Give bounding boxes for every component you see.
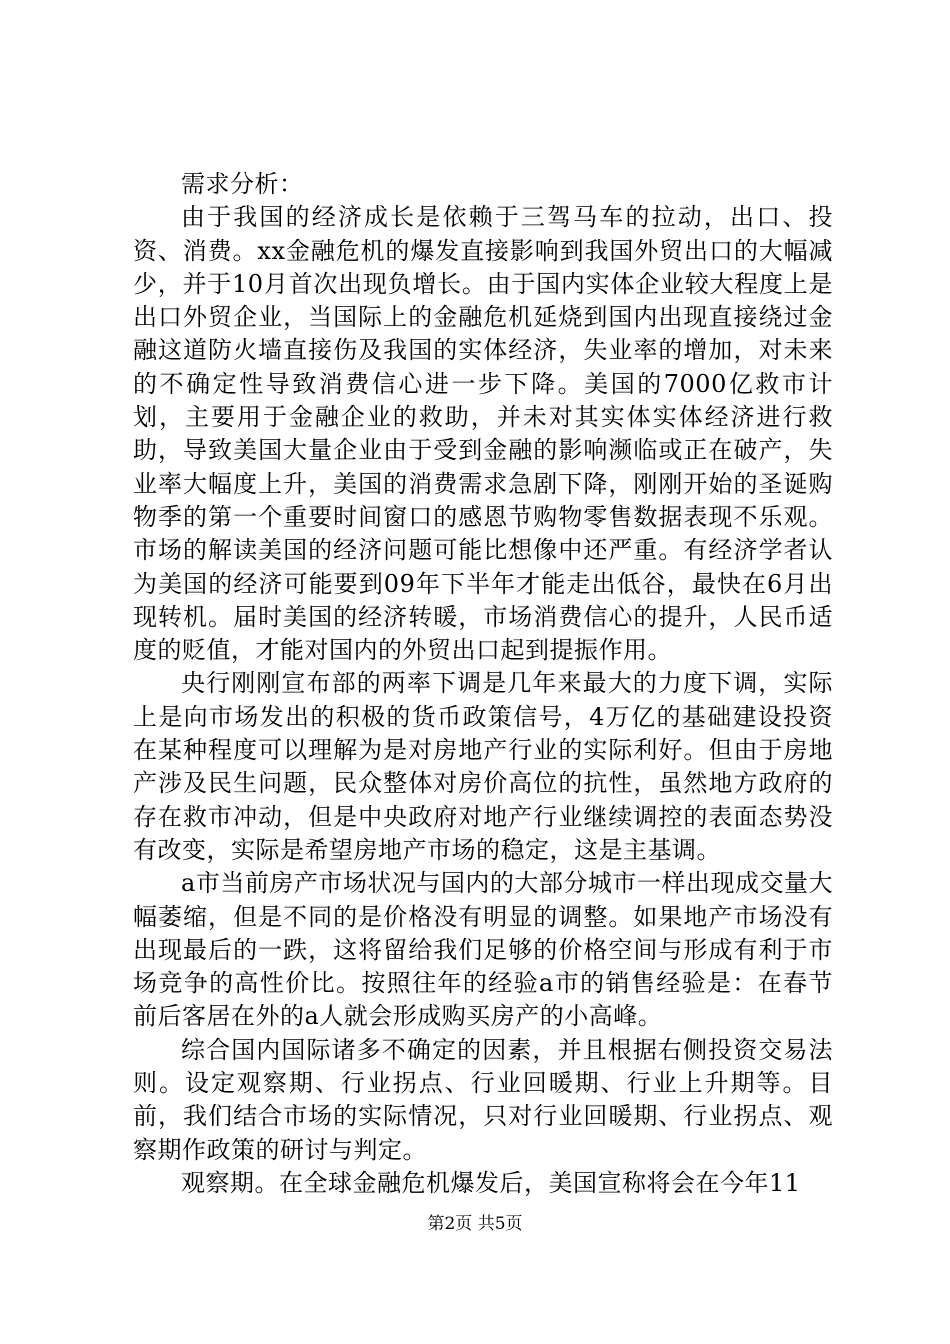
page-footer [0, 1213, 950, 1235]
paragraph-2: 央行刚刚宣布部的两率下调是几年来最大的力度下调，实际上是向市场发出的积极的货币政策信号，4万亿的基础建设投资在某种程度可以理解为是对房地产行业的实际利好。但由于房地产涉及民生问题，民众整体对房价高位的抗性，虽然地方政府的存在救市冲动，但是中央政府对地产行业继续调控的表面态势没有改变，实际是希望房地产市场的稳定，这是主基调。 [133, 669, 833, 864]
paragraph-3: a市当前房产市场状况与国内的大部分城市一样出现成交量大幅萎缩，但是不同的是价格没有明显的调整。如果地产市场没有出现最后的一跌，这将留给我们足够的价格空间与形成有利于市场竞争的高性价比。按照往年的经验a市的销售经验是：在春节前后客居在外的a人就会形成购买房产的小高峰。 [133, 869, 833, 1031]
page-indicator: 第2页 共5页 [427, 1214, 523, 1234]
section-heading: 需求分析： [181, 170, 304, 198]
paragraph-4: 综合国内国际诸多不确定的因素，并且根据右侧投资交易法则。设定观察期、行业拐点、行业回暖期、行业上升期等。目前，我们结合市场的实际情况，只对行业回暖期、行业拐点、观察期作政策的研讨与判定。 [133, 1035, 833, 1164]
paragraph-1: 由于我国的经济成长是依赖于三驾马车的拉动，出口、投资、消费。xx金融危机的爆发直接影响到我国外贸出口的大幅减少，并于10月首次出现负增长。由于国内实体企业较大程度上是出口外贸企业，当国际上的金融危机延烧到国内出现直接绕过金融这道防火墙直接伤及我国的实体经济，失业率的增加，对未来的不确定性导致消费信心进一步下降。美国的7000亿救市计划，主要用于金融企业的救助，并未对其实体实体经济进行救助，导致美国大量企业由于受到金融的影响濒临或正在破产，失业率大幅度上升，美国的消费需求急剧下降，刚刚开始的圣诞购物季的第一个重要时间窗口的感恩节购物零售数据表现不乐观。市场的解读美国的经济问题可能比想像中还严重。有经济学者认为美国的经济可能要到09年下半年才能走出低谷，最快在6月出现转机。届时美国的经济转暖，市场消费信心的提升，人民币适度的贬值，才能对国内的外贸出口起到提振作用。 [133, 203, 833, 665]
paragraph-5: 观察期。在全球金融危机爆发后，美国宣称将会在今年11 [181, 1168, 801, 1197]
document-body [133, 168, 833, 1200]
